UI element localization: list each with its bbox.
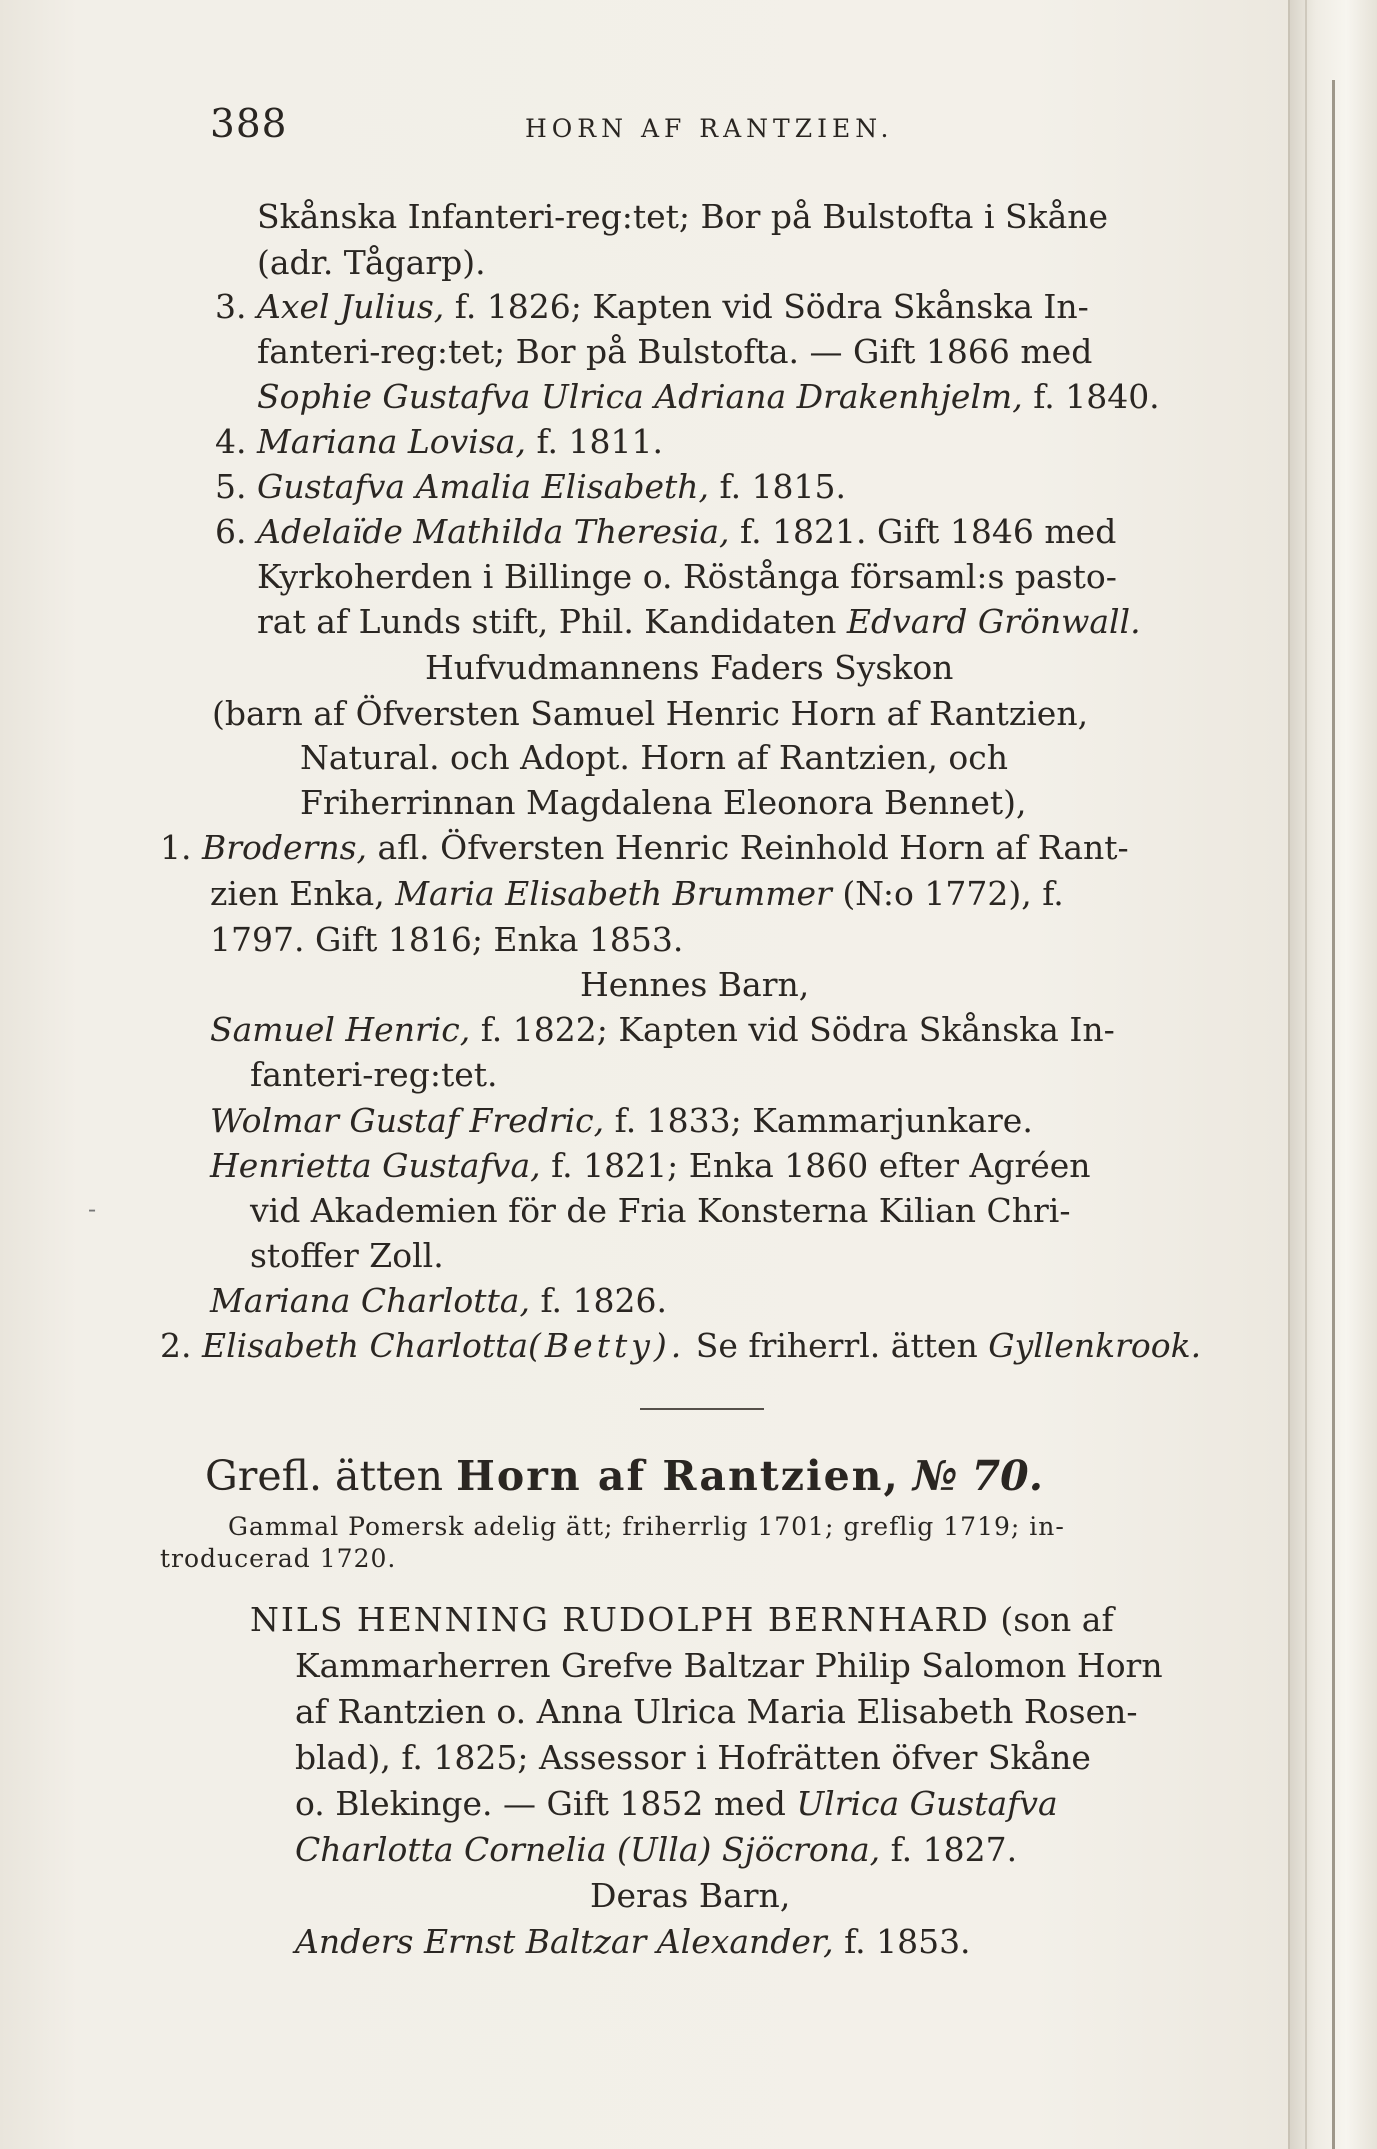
- text-line: [257, 377, 1160, 417]
- page-edge-line: [1332, 80, 1335, 2149]
- text-line: [215, 512, 1116, 552]
- text-segment: zien Enka,: [210, 874, 385, 913]
- text-segment: rat af Lunds stift, Phil. Kandidaten: [257, 602, 837, 641]
- person-name: (Ulla) Sjöcrona,: [617, 1830, 881, 1869]
- text-line: [210, 874, 1064, 914]
- item-number: 5.: [215, 467, 247, 506]
- text-line: stoffer Zoll.: [250, 1236, 444, 1275]
- title-prefix: Grefl. ätten: [205, 1452, 444, 1500]
- item-number: 6.: [215, 512, 247, 551]
- text-line: [210, 1010, 1115, 1050]
- item-number: 1.: [160, 828, 192, 867]
- person-name: Samuel Henric,: [210, 1010, 471, 1049]
- text-segment: f. 1821. Gift 1846 med: [740, 512, 1117, 551]
- page-fold-line: [1305, 0, 1307, 2149]
- text-segment: f. 1833; Kammarjunkare.: [614, 1101, 1033, 1140]
- text-line: Kammarherren Grefve Baltzar Philip Salomon Horn: [295, 1646, 1163, 1685]
- text-line: Skånska Infanteri-reg:tet; Bor på Bulstofta i Skåne: [257, 197, 1109, 236]
- margin-mark: -: [88, 1195, 97, 1223]
- text-line: [295, 1830, 1017, 1870]
- section-divider: [640, 1408, 764, 1410]
- text-line: [210, 1101, 1033, 1141]
- text-line: [210, 1281, 667, 1321]
- text-line: Friherrinnan Magdalena Eleonora Bennet),: [300, 783, 1027, 822]
- text-line: [257, 602, 1141, 642]
- text-segment: o. Blekinge. — Gift 1852 med: [295, 1784, 786, 1823]
- text-segment: afl. Öfversten Henric Reinhold Horn af Rant-: [377, 828, 1129, 867]
- item-number: 2.: [160, 1326, 192, 1365]
- text-line: fanteri-reg:tet; Bor på Bulstofta. — Gift 1866 med: [257, 332, 1093, 371]
- person-name: Wolmar Gustaf Fredric,: [210, 1101, 605, 1140]
- person-name: Mariana Charlotta,: [210, 1281, 530, 1320]
- text-segment: f. 1827.: [890, 1830, 1018, 1869]
- text-line: 1797. Gift 1816; Enka 1853.: [210, 920, 684, 959]
- person-name: Maria Elisabeth Brummer: [395, 874, 832, 913]
- text-line: [295, 1922, 971, 1962]
- person-name: Adelaïde Mathilda Theresia,: [257, 512, 730, 551]
- text-line: Kyrkoherden i Billinge o. Röstånga församl:s pasto-: [257, 557, 1117, 596]
- text-segment: Se friherrl. ätten: [695, 1326, 978, 1365]
- family-title: [205, 1452, 1043, 1500]
- section-heading: Hufvudmannens Faders Syskon: [425, 648, 954, 687]
- text-line: [250, 1600, 1114, 1640]
- family-name: Gyllenkrook.: [988, 1326, 1202, 1365]
- text-segment: f. 1853.: [844, 1922, 971, 1961]
- text-line: [215, 287, 1089, 327]
- text-line: (adr. Tågarp).: [257, 243, 486, 282]
- title-name: Horn af Rantzien,: [456, 1452, 900, 1500]
- text-line: [215, 467, 846, 507]
- person-name: Broderns,: [202, 828, 367, 867]
- section-heading: Hennes Barn,: [580, 965, 810, 1004]
- text-line: (barn af Öfversten Samuel Henric Horn af Rantzien,: [212, 694, 1089, 733]
- text-line: blad), f. 1825; Assessor i Hofrätten öfver Skåne: [295, 1738, 1091, 1777]
- person-name: Ulrica Gustafva: [796, 1784, 1058, 1823]
- section-heading: Deras Barn,: [590, 1876, 791, 1915]
- family-history-line: Gammal Pomersk adelig ätt; friherrlig 1701; greflig 1719; in-: [228, 1512, 1065, 1541]
- person-name: Anders Ernst Baltzar Alexander,: [295, 1922, 834, 1961]
- text-segment: (son af: [1000, 1600, 1114, 1639]
- text-segment: f. 1815.: [719, 467, 847, 506]
- person-name: Axel Julius,: [257, 287, 445, 326]
- text-line: [160, 1326, 1201, 1366]
- title-number: № 70.: [912, 1452, 1043, 1500]
- person-name: Henrietta Gustafva,: [210, 1146, 541, 1185]
- text-segment: f. 1811.: [536, 422, 663, 461]
- page-number: 388: [210, 102, 288, 147]
- text-line: [215, 422, 663, 462]
- person-name: Charlotta Cornelia: [295, 1830, 607, 1869]
- text-line: af Rantzien o. Anna Ulrica Maria Elisabeth Rosen-: [295, 1692, 1138, 1731]
- head-person-name: NILS HENNING RUDOLPH BERNHARD: [250, 1600, 990, 1639]
- nickname: (Betty).: [528, 1326, 686, 1365]
- item-number: 4.: [215, 422, 247, 461]
- person-name: Edvard Grönwall.: [846, 602, 1141, 641]
- text-line: fanteri-reg:tet.: [250, 1055, 498, 1094]
- family-history-line: troducerad 1720.: [160, 1544, 397, 1573]
- person-name: Gustafva Amalia Elisabeth,: [257, 467, 710, 506]
- text-line: vid Akademien för de Fria Konsterna Kilian Chri-: [250, 1191, 1071, 1230]
- text-line: [295, 1784, 1058, 1824]
- text-line: [160, 828, 1129, 868]
- text-segment: (N:o 1772), f.: [842, 874, 1064, 913]
- text-segment: f. 1826.: [540, 1281, 667, 1320]
- text-line: [210, 1146, 1091, 1186]
- text-segment: f. 1822; Kapten vid Södra Skånska In-: [480, 1010, 1115, 1049]
- item-number: 3.: [215, 287, 247, 326]
- person-name: Elisabeth Charlotta: [202, 1326, 529, 1365]
- text-segment: f. 1840.: [1033, 377, 1160, 416]
- text-segment: f. 1826; Kapten vid Södra Skånska In-: [454, 287, 1089, 326]
- text-segment: f. 1821; Enka 1860 efter Agréen: [551, 1146, 1091, 1185]
- person-name: Sophie Gustafva Ulrica Adriana Drakenhjelm,: [257, 377, 1023, 416]
- running-head: HORN AF RANTZIEN.: [525, 114, 894, 143]
- text-line: Natural. och Adopt. Horn af Rantzien, och: [300, 738, 1008, 777]
- person-name: Mariana Lovisa,: [257, 422, 526, 461]
